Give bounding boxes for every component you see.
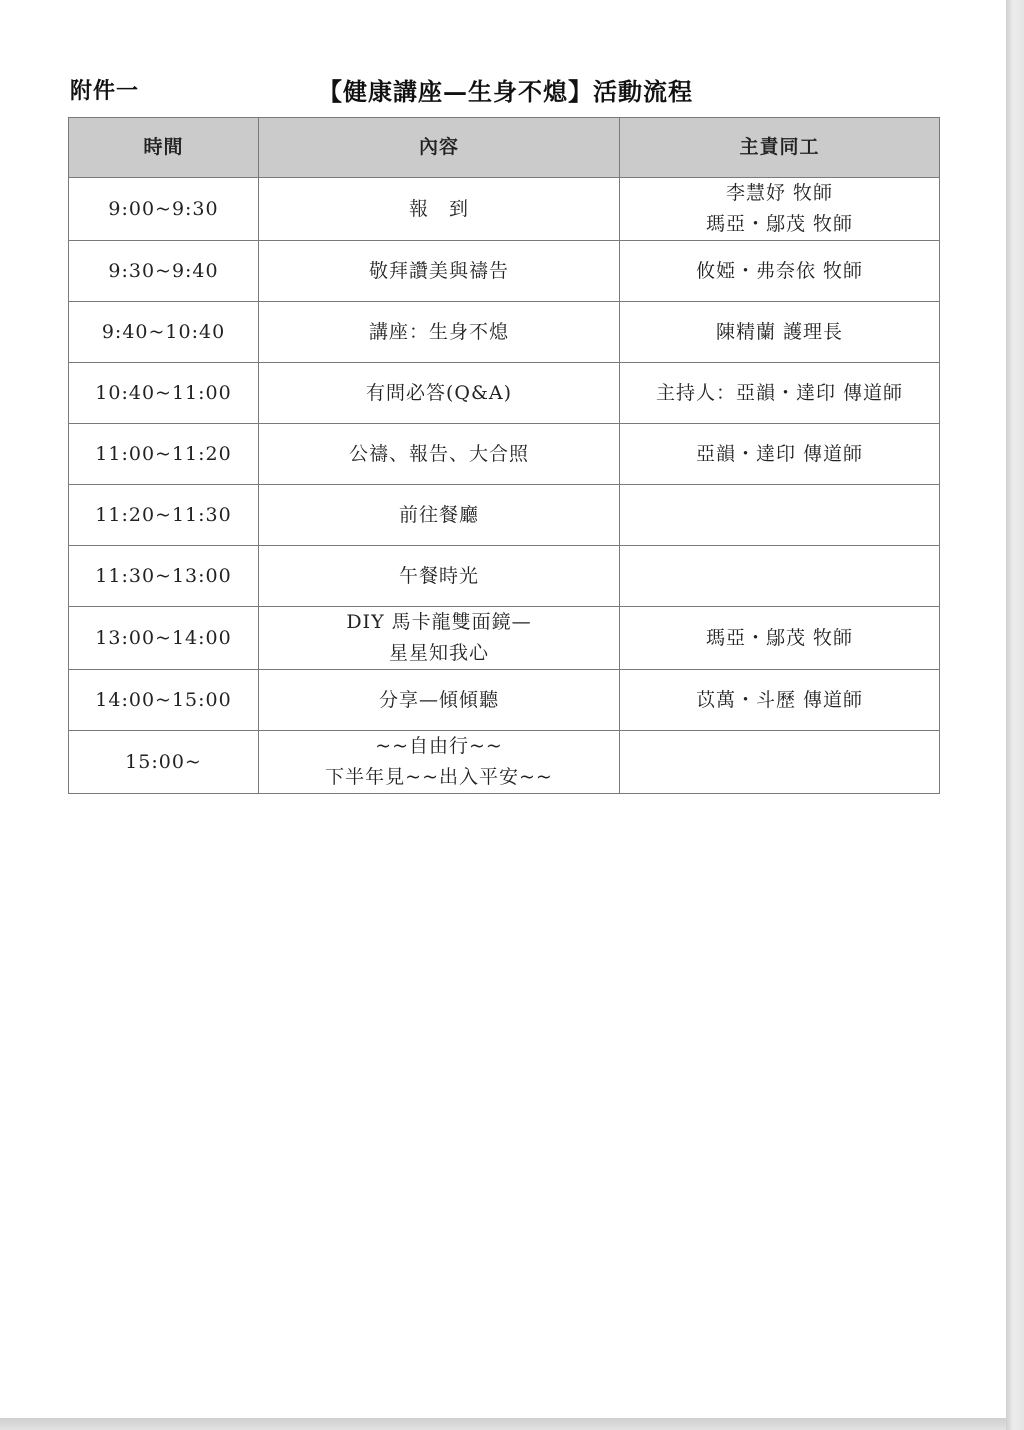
- staff-cell: [620, 424, 940, 485]
- time-cell: 10:40~11:00: [69, 363, 259, 424]
- time-cell: 9:00~9:30: [69, 178, 259, 241]
- time-cell: 13:00~14:00: [69, 607, 259, 670]
- staff-line: 主持人：亞韻・達印 傳道師: [655, 381, 904, 404]
- time-cell: 11:00~11:20: [69, 424, 259, 485]
- content-line: 下半年見~~出入平安~~: [325, 766, 553, 788]
- table-row: [69, 670, 940, 731]
- staff-line: 李慧妤 牧師: [725, 182, 834, 204]
- schedule-table-body: [69, 178, 940, 794]
- content-line: 午餐時光: [398, 564, 479, 587]
- page-edge-shadow: [1006, 0, 1024, 1430]
- content-cell: [259, 302, 620, 363]
- document-title: 【健康講座—生身不熄】活動流程: [318, 77, 693, 106]
- staff-line: 陳精蘭 護理長: [715, 320, 844, 343]
- staff-line: 瑪亞・鄔茂 牧師: [705, 213, 854, 235]
- content-cell: [259, 546, 620, 607]
- table-row: [69, 607, 940, 670]
- time-cell: 9:30~9:40: [69, 241, 259, 302]
- content-cell: [259, 485, 620, 546]
- table-row: [69, 302, 940, 363]
- table-row: [69, 424, 940, 485]
- staff-line: 苡萬・斗歷 傳道師: [695, 688, 864, 711]
- page-bottom-shadow: [0, 1418, 1006, 1430]
- column-header-staff: 主責同工: [620, 118, 940, 178]
- time-cell: 11:20~11:30: [69, 485, 259, 546]
- content-line: 報 到: [408, 197, 469, 220]
- content-line: ~~自由行~~: [375, 735, 503, 757]
- content-line: DIY 馬卡龍雙面鏡—: [346, 611, 532, 633]
- time-cell: 15:00~: [69, 731, 259, 794]
- content-line: 講座：生身不熄: [368, 320, 509, 343]
- schedule-table-header: [69, 118, 940, 178]
- content-line: 星星知我心: [388, 642, 489, 664]
- content-cell: [259, 670, 620, 731]
- column-header-time: 時間: [69, 118, 259, 178]
- staff-cell: [620, 363, 940, 424]
- staff-line: 亞韻・達印 傳道師: [695, 442, 864, 465]
- content-cell: [259, 241, 620, 302]
- staff-line: 瑪亞・鄔茂 牧師: [705, 626, 854, 649]
- content-line: 公禱、報告、大合照: [348, 442, 529, 465]
- staff-cell: [620, 731, 940, 794]
- content-line: 分享—傾傾聽: [378, 688, 499, 711]
- table-row: [69, 241, 940, 302]
- content-cell: [259, 363, 620, 424]
- staff-cell: [620, 546, 940, 607]
- staff-cell: [620, 670, 940, 731]
- staff-cell: [620, 485, 940, 546]
- table-row: [69, 178, 940, 241]
- content-cell: [259, 607, 620, 670]
- time-cell: 11:30~13:00: [69, 546, 259, 607]
- staff-cell: [620, 241, 940, 302]
- time-cell: 9:40~10:40: [69, 302, 259, 363]
- content-line: 有問必答(Q&A): [365, 381, 513, 404]
- table-row: [69, 485, 940, 546]
- annex-label: 附件一: [70, 78, 140, 104]
- staff-cell: [620, 607, 940, 670]
- content-cell: [259, 731, 620, 794]
- content-line: 敬拜讚美與禱告: [368, 259, 509, 282]
- table-row: [69, 363, 940, 424]
- staff-cell: [620, 178, 940, 241]
- staff-cell: [620, 302, 940, 363]
- content-cell: [259, 424, 620, 485]
- column-header-content: 內容: [259, 118, 620, 178]
- time-cell: 14:00~15:00: [69, 670, 259, 731]
- table-row: [69, 731, 940, 794]
- table-row: [69, 546, 940, 607]
- schedule-table: [68, 117, 940, 794]
- content-cell: [259, 178, 620, 241]
- header-row: [69, 118, 940, 178]
- staff-line: 攸婭・弗奈依 牧師: [695, 259, 864, 282]
- content-line: 前往餐廳: [398, 503, 479, 526]
